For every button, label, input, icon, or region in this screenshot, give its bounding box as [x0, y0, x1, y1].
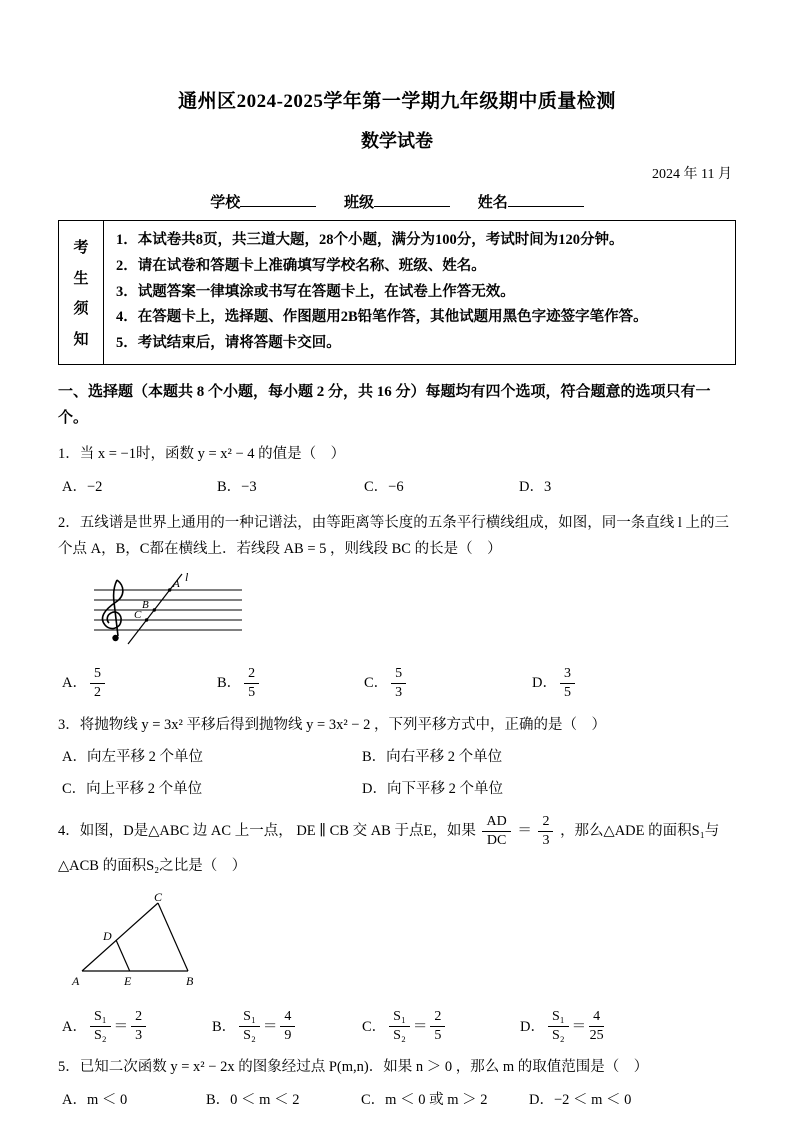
- class-field: [344, 195, 450, 211]
- option-a: A．向左平移 2 个单位: [62, 748, 203, 765]
- option-label: B．: [217, 675, 242, 692]
- option-label: A．: [62, 675, 87, 692]
- fraction-numerator: 2: [430, 1009, 445, 1027]
- fraction-numerator: AD: [482, 814, 510, 832]
- option-b: B．−3: [217, 478, 257, 495]
- option-b: [212, 1009, 362, 1044]
- option-d: D．3: [519, 478, 552, 495]
- question-3-text: 3．将抛物线 y = 3x² 平移后得到抛物线 y = 3x² − 2 ，下列平移方式中，正确的是（ ）: [58, 716, 606, 733]
- notice-side-char: 知: [73, 332, 89, 349]
- name-field: [478, 195, 584, 211]
- school-blank: [240, 192, 316, 207]
- option-d: D．向下平移 2 个单位: [362, 781, 503, 798]
- class-blank: [374, 192, 450, 207]
- fraction: [482, 814, 510, 849]
- fraction: [548, 1009, 569, 1044]
- fraction-denominator: 9: [284, 1028, 292, 1044]
- notice-items: [104, 221, 735, 364]
- fraction-denominator: 3: [542, 832, 550, 848]
- fraction-numerator: 2: [131, 1009, 146, 1027]
- equals-sign: ＝: [262, 1018, 278, 1035]
- option-a: [62, 666, 217, 701]
- fraction-denominator: S₂: [243, 1028, 256, 1044]
- fraction: [239, 1009, 260, 1044]
- fraction-denominator: 5: [248, 685, 256, 701]
- question-1-text: 1．当 x = −1时，函数 y = x² − 4 的值是（ ）: [58, 446, 346, 463]
- notice-side-label: [59, 221, 104, 364]
- exam-date: 2024 年 11 月: [652, 167, 732, 182]
- exam-subtitle: 数学试卷: [361, 131, 433, 151]
- fraction-numerator: 5: [90, 666, 105, 684]
- fraction-numerator: 2: [244, 666, 259, 684]
- fraction-numerator: S₁: [548, 1009, 569, 1027]
- student-info-line: [58, 191, 736, 212]
- option-b: B．0 ＜ m ＜ 2: [206, 1091, 300, 1108]
- fraction-numerator: 2: [538, 814, 553, 832]
- question-5: [58, 1055, 736, 1113]
- fraction: [131, 1009, 146, 1044]
- notice-item: 3．试题答案一律填涂或书写在答题卡上，在试卷上作答无效。: [116, 283, 515, 300]
- fraction: [90, 666, 105, 701]
- fraction-numerator: S₁: [389, 1009, 410, 1027]
- fraction-denominator: 5: [563, 685, 571, 701]
- question-3: [58, 713, 736, 803]
- question-4-text-part2: ，那么△ADE 的面积S₁与△ACB 的面积S₂之比是（ ）: [58, 822, 720, 874]
- notice-item: 4．在答题卡上，选择题、作图题用2B铅笔作答，其他试题用黑色字迹签字笔作答。: [116, 309, 648, 326]
- notice-item: 1．本试卷共8页，共三道大题，28个小题，满分为100分，考试时间为120分钟。: [116, 232, 624, 248]
- fraction: [391, 666, 406, 701]
- staff-point-a: A: [173, 577, 180, 590]
- option-d: D．−2 ＜ m ＜ 0: [529, 1091, 632, 1108]
- equals-sign: ＝: [571, 1018, 587, 1035]
- notice-side-char: 考: [73, 239, 89, 256]
- fraction-denominator: 3: [395, 685, 403, 701]
- question-3-options-row-1: [62, 745, 736, 770]
- option-label: A．: [62, 1018, 87, 1035]
- option-b: [217, 666, 364, 701]
- staff-point-b: B: [142, 598, 149, 611]
- fraction-denominator: 5: [434, 1028, 442, 1044]
- class-label: 班级: [343, 195, 374, 211]
- staff-point-c: C: [134, 608, 142, 621]
- name-blank: [508, 192, 584, 207]
- question-2-options: [62, 666, 736, 701]
- triangle-point-d: D: [103, 929, 112, 943]
- option-c: C．m ＜ 0 或 m ＞ 2: [361, 1091, 488, 1108]
- option-c: [362, 1009, 520, 1044]
- question-5-options: [62, 1088, 736, 1113]
- question-4: [58, 814, 736, 1045]
- option-label: B．: [212, 1018, 237, 1035]
- section-1-heading: 一、选择题（本题共 8 个小题，每小题 2 分，共 16 分）每题均有四个选项，符合题意的选项只有一个。: [58, 383, 711, 427]
- fraction: [560, 666, 575, 701]
- fraction-denominator: 2: [93, 685, 101, 701]
- school-label: 学校: [210, 195, 241, 211]
- name-label: 姓名: [477, 195, 508, 211]
- question-1-options: [62, 475, 736, 500]
- fraction: [538, 814, 553, 849]
- fraction-numerator: S₁: [90, 1009, 111, 1027]
- question-1: [58, 442, 736, 500]
- option-c: C．向上平移 2 个单位: [62, 781, 203, 798]
- exam-title: 通州区2024-2025学年第一学期九年级期中质量检测: [178, 91, 616, 112]
- staff-line-label: l: [185, 569, 189, 584]
- option-a: A．m ＜ 0: [62, 1091, 128, 1108]
- notice-side-char: 须: [73, 301, 89, 318]
- fraction: [90, 1009, 111, 1044]
- question-4-text-part1: 4．如图，D是△ABC 边 AC 上一点， DE ∥ CB 交 AB 于点E，如果: [58, 822, 476, 839]
- question-4-options: [62, 1009, 736, 1044]
- fraction: [244, 666, 259, 701]
- fraction: [589, 1009, 604, 1044]
- fraction-denominator: 25: [589, 1028, 604, 1044]
- treble-clef-icon: [102, 580, 122, 641]
- triangle-point-b: B: [186, 974, 194, 988]
- fraction-denominator: S₂: [93, 1028, 107, 1044]
- question-3-options-row-2: [62, 777, 736, 802]
- fraction-numerator: 5: [391, 666, 406, 684]
- question-2-figure: [70, 570, 736, 659]
- question-5-text: 5．已知二次函数 y = x² − 2x 的图象经过点 P(m,n)．如果 n ＞ 0 ，那么 m 的取值范围是（ ）: [58, 1059, 649, 1076]
- question-4-text: [58, 814, 736, 883]
- question-2: [58, 511, 736, 701]
- equals-sign: ＝: [412, 1018, 428, 1035]
- triangle-point-a: A: [72, 974, 80, 988]
- fraction-denominator: DC: [486, 832, 507, 848]
- fraction: [280, 1009, 295, 1044]
- notice-item: 5．考试结束后，请将答题卡交回。: [116, 335, 341, 352]
- option-label: C．: [364, 675, 389, 692]
- option-label: D．: [532, 675, 557, 692]
- triangle-point-c: C: [154, 891, 163, 904]
- equals-sign: ＝: [113, 1018, 129, 1035]
- notice-item: 2．请在试卷和答题卡上准确填写学校名称、班级、姓名。: [116, 257, 486, 274]
- fraction-denominator: S₂: [393, 1028, 406, 1044]
- music-staff-figure: [70, 570, 255, 650]
- fraction-numerator: 4: [280, 1009, 295, 1027]
- option-b: B．向右平移 2 个单位: [362, 748, 503, 765]
- option-d: [532, 666, 578, 701]
- triangle-point-e: E: [124, 974, 132, 988]
- option-a: A．−2: [62, 478, 103, 495]
- question-2-text: 2．五线谱是世界上通用的一种记谱法，由等距离等长度的五条平行横线组成，如图，同一条直线 l 上的三个点 A，B，C都在横线上．若线段 AB = 5 ，则线段 BC 的长是（ ）: [58, 515, 730, 557]
- option-a: [62, 1009, 212, 1044]
- notice-box: [58, 220, 736, 365]
- fraction-numerator: S₁: [239, 1009, 260, 1027]
- question-4-figure: [70, 891, 736, 1002]
- option-d: [520, 1009, 607, 1044]
- fraction-numerator: 3: [560, 666, 575, 684]
- triangle-figure: [70, 891, 220, 989]
- equals-sign: ＝: [517, 822, 532, 839]
- option-label: C．: [362, 1018, 387, 1035]
- fraction-numerator: 4: [589, 1009, 604, 1027]
- fraction: [389, 1009, 410, 1044]
- option-label: D．: [520, 1018, 545, 1035]
- notice-side-char: 生: [73, 270, 89, 287]
- option-c: [364, 666, 532, 701]
- fraction-denominator: S₂: [551, 1028, 565, 1044]
- school-field: [210, 195, 316, 211]
- option-c: C．−6: [364, 478, 404, 495]
- fraction-denominator: 3: [135, 1028, 143, 1044]
- fraction: [430, 1009, 445, 1044]
